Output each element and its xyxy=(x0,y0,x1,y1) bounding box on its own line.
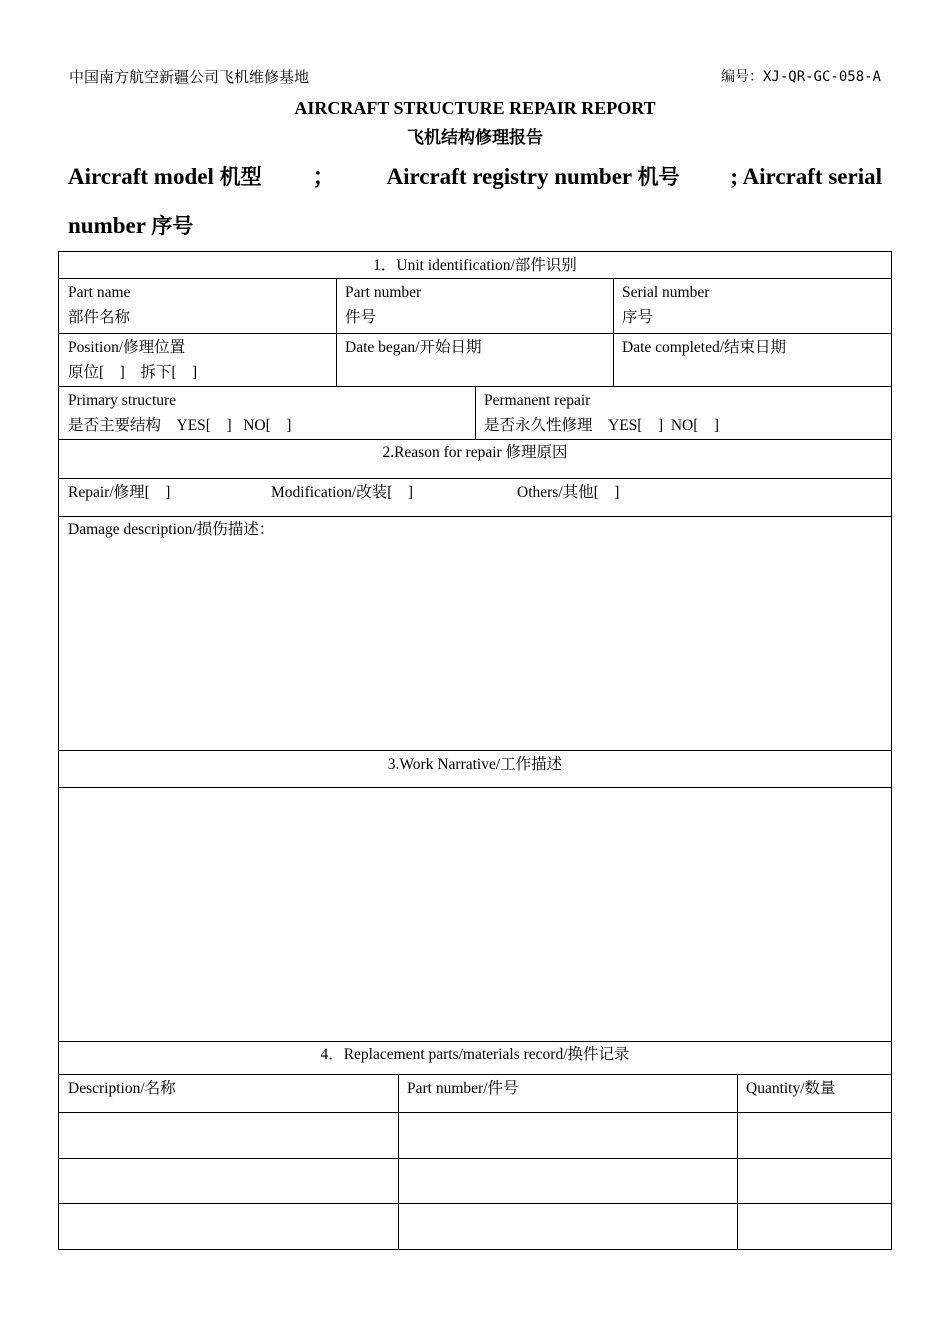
table-row xyxy=(59,1203,891,1204)
divider xyxy=(59,1074,891,1075)
divider xyxy=(737,1074,738,1249)
date-completed-label: Date completed/结束日期 xyxy=(622,339,786,356)
aircraft-registry-label: Aircraft registry number 机号 xyxy=(386,164,680,189)
table-row xyxy=(59,1112,891,1113)
serial-number-label: Serial number xyxy=(622,284,710,301)
aircraft-serial-label: number 序号 xyxy=(68,213,194,238)
report-title-cn: 飞机结构修理报告 xyxy=(407,128,543,148)
aircraft-serial-label-start: ; Aircraft serial xyxy=(730,164,882,189)
column-header-part-number: Part number/件号 xyxy=(407,1080,519,1097)
divider xyxy=(59,787,891,788)
serial-number-label-cn: 序号 xyxy=(622,309,654,326)
divider xyxy=(59,333,891,334)
section3-heading: 3.Work Narrative/工作描述 xyxy=(387,756,563,773)
position-label: Position/修理位置 xyxy=(68,339,186,356)
others-option: Others/其他[ ] xyxy=(517,484,620,501)
table-row xyxy=(59,1158,891,1159)
modification-option: Modification/改装[ ] xyxy=(271,484,414,501)
divider xyxy=(59,278,891,279)
aircraft-model-label: Aircraft model 机型 xyxy=(68,164,262,189)
separator: ； xyxy=(312,164,336,189)
column-header-quantity: Quantity/数量 xyxy=(746,1080,836,1097)
aircraft-info-line xyxy=(68,158,882,191)
permanent-repair-options: 是否永久性修理 YES[ ] NO[ ] xyxy=(484,417,720,434)
primary-structure-options: 是否主要结构 YES[ ] NO[ ] xyxy=(68,417,292,434)
section4-heading: 4．Replacement parts/materials record/换件记录 xyxy=(320,1046,630,1063)
repair-option: Repair/修理[ ] xyxy=(68,484,171,501)
part-name-label-cn: 部件名称 xyxy=(68,309,131,326)
repair-form xyxy=(58,251,892,1250)
date-began-label: Date began/开始日期 xyxy=(345,339,482,356)
document-number: 编号：XJ-QR-GC-058-A xyxy=(720,69,881,85)
column-header-description: Description/名称 xyxy=(68,1080,176,1097)
permanent-repair-label: Permanent repair xyxy=(484,392,591,409)
part-number-label-cn: 件号 xyxy=(345,309,377,326)
position-options: 原位[ ] 拆下[ ] xyxy=(68,364,198,381)
divider xyxy=(398,1074,399,1249)
divider xyxy=(59,750,891,751)
section2-heading: 2.Reason for repair 修理原因 xyxy=(382,444,568,461)
section1-heading: 1．Unit identification/部件识别 xyxy=(373,257,577,274)
divider xyxy=(613,278,614,386)
part-number-label: Part number xyxy=(345,284,422,301)
divider xyxy=(336,278,337,386)
report-title-en: AIRCRAFT STRUCTURE REPAIR REPORT xyxy=(294,98,656,118)
company-name: 中国南方航空新疆公司飞机维修基地 xyxy=(69,68,310,86)
primary-structure-label: Primary structure xyxy=(68,392,177,409)
divider xyxy=(59,478,891,479)
divider xyxy=(475,386,476,439)
damage-description-label: Damage description/损伤描述： xyxy=(68,521,275,538)
part-name-label: Part name xyxy=(68,284,131,301)
